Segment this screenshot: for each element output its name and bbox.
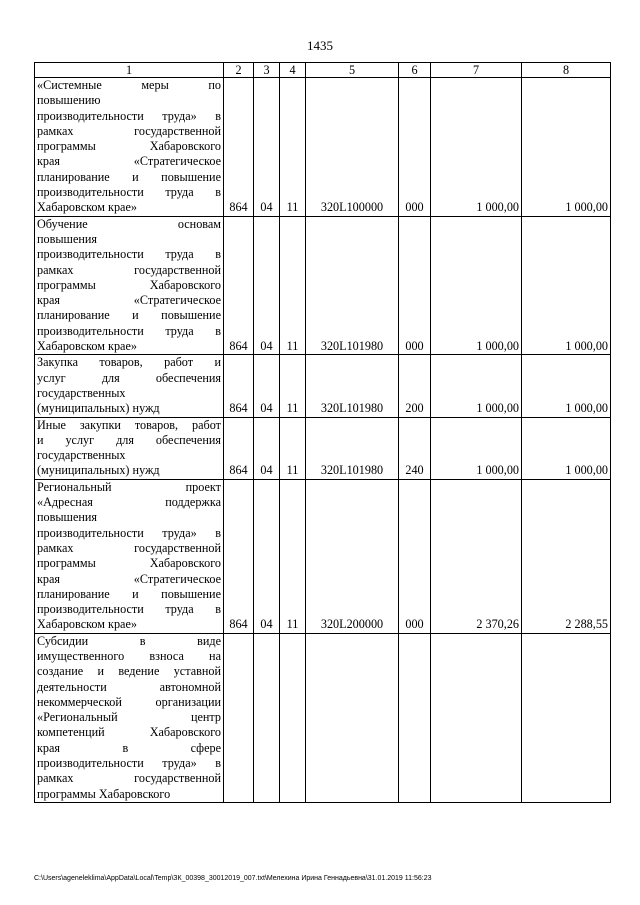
table-row: [35, 78, 611, 217]
expense-type-code: 240: [399, 417, 431, 479]
subsection-code: 11: [280, 479, 306, 633]
column-header: 5: [306, 63, 399, 78]
target-article-code: [306, 633, 399, 802]
amount-value: 1 000,00: [431, 417, 522, 479]
section-code: 04: [254, 78, 280, 217]
description-line: повышения: [37, 510, 98, 525]
description-line: повышения: [37, 231, 98, 246]
expense-type-code: 000: [399, 78, 431, 217]
description-line: некоммерческой организации: [37, 694, 221, 709]
column-header: 6: [399, 63, 431, 78]
column-header: 2: [224, 63, 254, 78]
description-line: рамках государственной: [37, 771, 221, 786]
description-line: «Адресная поддержка: [37, 495, 221, 510]
description-line: планирование и повышение: [37, 586, 221, 601]
section-code: [254, 633, 280, 802]
description-line: края «Стратегическое: [37, 293, 221, 308]
description-line: государственных: [37, 385, 126, 400]
description-line: Хабаровском крае»: [37, 339, 137, 354]
row-description: [35, 216, 224, 355]
description-line: (муниципальных) нужд: [37, 401, 160, 416]
description-line: планирование и повышение: [37, 308, 221, 323]
chapter-code: 864: [224, 216, 254, 355]
description-line: «Региональный центр: [37, 710, 221, 725]
chapter-code: [224, 633, 254, 802]
column-header: 8: [522, 63, 611, 78]
description-line: услуг для обеспечения: [37, 370, 221, 385]
description-line: деятельности автономной: [37, 679, 221, 694]
description-line: рамках государственной: [37, 123, 221, 138]
description-line: производительности труда» в: [37, 525, 221, 540]
target-article-code: 320L101980: [306, 216, 399, 355]
subsection-code: 11: [280, 355, 306, 417]
amount-value: 2 288,55: [522, 479, 611, 633]
description-line: рамках государственной: [37, 540, 221, 555]
target-article-code: 320L200000: [306, 479, 399, 633]
description-line: рамках государственной: [37, 262, 221, 277]
amount-value: 2 370,26: [431, 479, 522, 633]
description-line: программы Хабаровского: [37, 786, 171, 801]
amount-value: [522, 633, 611, 802]
expense-type-code: 200: [399, 355, 431, 417]
column-header: 1: [35, 63, 224, 78]
chapter-code: 864: [224, 417, 254, 479]
section-code: 04: [254, 479, 280, 633]
expense-type-code: 000: [399, 479, 431, 633]
row-description: [35, 417, 224, 479]
description-line: создание и ведение уставной: [37, 664, 221, 679]
table-row: [35, 479, 611, 633]
expense-type-code: [399, 633, 431, 802]
description-line: планирование и повышение: [37, 169, 221, 184]
description-line: программы Хабаровского: [37, 139, 221, 154]
description-line: компетенций Хабаровского: [37, 725, 221, 740]
subsection-code: [280, 633, 306, 802]
amount-value: 1 000,00: [522, 355, 611, 417]
column-header: 4: [280, 63, 306, 78]
description-line: Закупка товаров, работ и: [37, 355, 221, 370]
table-row: [35, 355, 611, 417]
column-header: 7: [431, 63, 522, 78]
column-header: 3: [254, 63, 280, 78]
amount-value: [431, 633, 522, 802]
row-description: [35, 355, 224, 417]
amount-value: 1 000,00: [522, 78, 611, 217]
description-line: края «Стратегическое: [37, 154, 221, 169]
section-code: 04: [254, 417, 280, 479]
description-line: производительности труда в: [37, 185, 221, 200]
row-description: [35, 479, 224, 633]
budget-table: [34, 62, 611, 803]
page-number: 1435: [307, 38, 333, 53]
amount-value: 1 000,00: [431, 355, 522, 417]
section-code: 04: [254, 216, 280, 355]
description-line: программы Хабаровского: [37, 556, 221, 571]
subsection-code: 11: [280, 78, 306, 217]
subsection-code: 11: [280, 417, 306, 479]
description-line: Хабаровском крае»: [37, 617, 137, 632]
amount-value: 1 000,00: [522, 216, 611, 355]
description-line: производительности труда» в: [37, 756, 221, 771]
description-line: края «Стратегическое: [37, 571, 221, 586]
file-path-footer: C:\Users\ageneleklima\AppData\Local\Temp\ЗК_00398_30012019_007.txt\Мелехина Ирина Геннадьевна\31.01.2019 11:56:23: [34, 875, 432, 882]
target-article-code: 320L101980: [306, 417, 399, 479]
description-line: Обучение основам: [37, 216, 221, 231]
description-line: производительности труда в: [37, 247, 221, 262]
description-line: производительности труда в: [37, 323, 221, 338]
table-row: [35, 633, 611, 802]
description-line: программы Хабаровского: [37, 277, 221, 292]
amount-value: 1 000,00: [522, 417, 611, 479]
amount-value: 1 000,00: [431, 78, 522, 217]
description-line: «Системные меры по: [37, 78, 221, 92]
chapter-code: 864: [224, 78, 254, 217]
section-code: 04: [254, 355, 280, 417]
description-line: производительности труда в: [37, 602, 221, 617]
description-line: Субсидии в виде: [37, 633, 221, 648]
table-header-row: [35, 63, 611, 78]
description-line: Хабаровском крае»: [37, 200, 137, 215]
description-line: имущественного взноса на: [37, 648, 221, 663]
row-description: [35, 78, 224, 217]
target-article-code: 320L101980: [306, 355, 399, 417]
description-line: и услуг для обеспечения: [37, 432, 221, 447]
expense-type-code: 000: [399, 216, 431, 355]
table-row: [35, 216, 611, 355]
description-line: края в сфере: [37, 740, 221, 755]
description-line: производительности труда» в: [37, 108, 221, 123]
description-line: Иные закупки товаров, работ: [37, 417, 221, 432]
amount-value: 1 000,00: [431, 216, 522, 355]
chapter-code: 864: [224, 355, 254, 417]
description-line: повышению: [37, 93, 101, 108]
description-line: (муниципальных) нужд: [37, 463, 160, 478]
description-line: государственных: [37, 448, 126, 463]
table-row: [35, 417, 611, 479]
chapter-code: 864: [224, 479, 254, 633]
row-description: [35, 633, 224, 802]
subsection-code: 11: [280, 216, 306, 355]
description-line: Региональный проект: [37, 479, 221, 494]
target-article-code: 320L100000: [306, 78, 399, 217]
